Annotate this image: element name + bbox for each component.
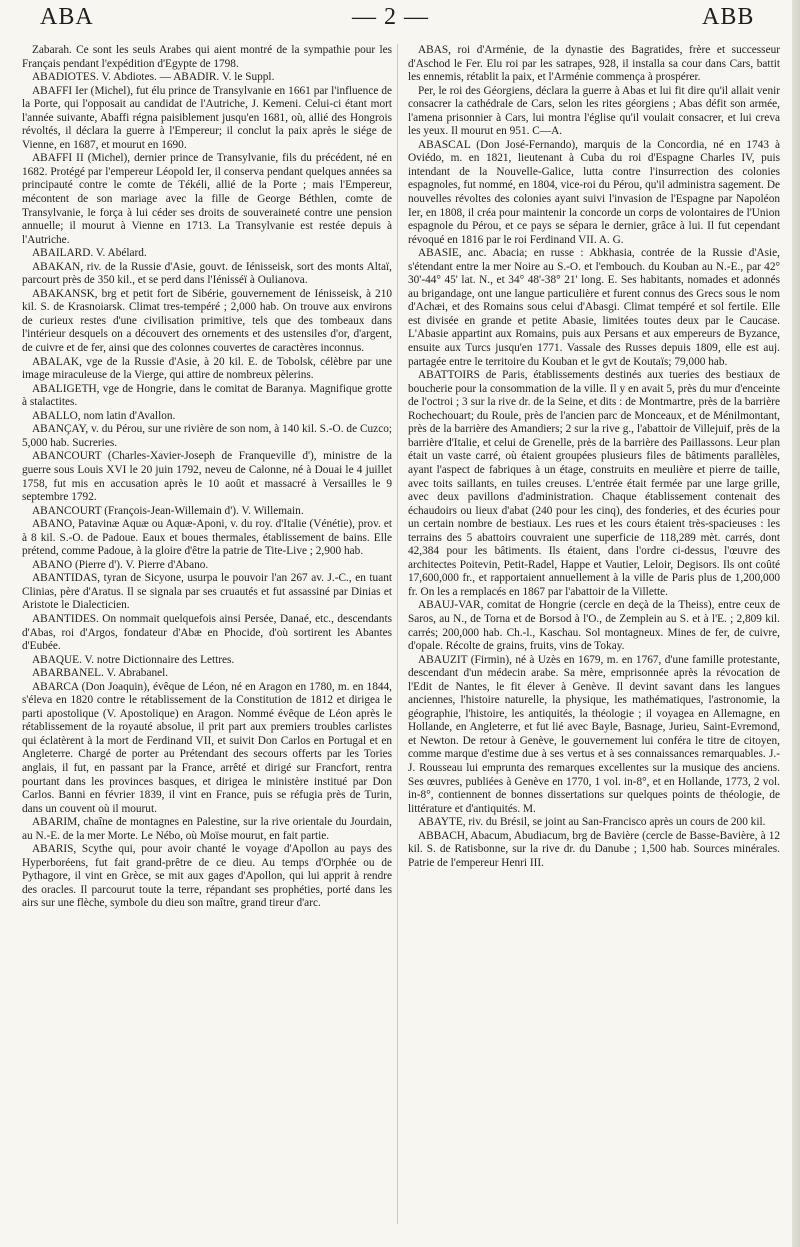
entry: ABAUZIT (Firmin), né à Uzès en 1679, m. en 1767, d'une famille protestante, descendant d'un médecin arabe. Sa mère, emprisonnée après la révocation de l'Edit de Nantes, le fit élever à Genève. Il devint savant dans les langues anciennes, l'histoire naturelle, la physique, les mathématiques, l'astronomie, la géographie, l'histoire, les antiquités, la théologie ; il voyagea en Allemagne, en Hollande, en Angleterre, et fut lié avec Bayle, Basnage, Jurieu, Saint-Evremond, et Newton. De retour à Genève, le gouvernement lui conféra le titre de citoyen, comme marque d'estime due à ses vertus et à ses connaissances remarquables. J.-J. Rousseau lui emprunta des remarques excellentes sur la musique des anciens. Ses œuvres, publiées à Genève en 1770, 1 vol. in-8°, et en Hollande, 1773, 2 vol. in-8°, contiennent de bonnes dissertations sur quelques points de théologie, de littérature et d'antiquités. M. — [408, 653, 780, 815]
page-number: — 2 — — [352, 4, 429, 30]
entry: ABAKANSK, brg et petit fort de Sibérie, gouvernement de Iénisseisk, à 210 kil. S. de Krasnoiarsk. Climat tres-tempéré ; 2,000 hab. On trouve aux environs de curieux restes d'une civilisation primitive, tels que des tombeaux dans l'intérieur desquels on a découvert des ornements et des ustensiles d'or, d'argent, de cuivre et de fer, ainsi que des colonnes couvertes de caractères inconnus. — [22, 287, 392, 355]
entry: ABAKAN, riv. de la Russie d'Asie, gouvt. de Iénisseisk, sort des monts Altaï, parcourt près de 350 kil., et se perd dans l'Iénisséï à Oulianova. — [22, 260, 392, 287]
entry: ABANCOURT (Charles-Xavier-Joseph de Franqueville d'), ministre de la guerre sous Louis XVI le 20 juin 1792, neveu de Calonne, né à Douai le 4 juillet 1758, fut mis en accusation après le 10 août et massacré à Versailles le 9 septembre 1792. — [22, 450, 392, 504]
entry: ABASIE, anc. Abacia; en russe : Abkhasia, contrée de la Russie d'Asie, s'étendant entre la mer Noire au S.-O. et l'embouch. du Kouban au N.-E., par 42° 30'-44° 45' lat. N., et 34° 48'-38° 21' long. E. Ses habitants, nomades et adonnés au brigandage, ont une langue particulière et furent connus des Grecs sous le nom d'Achæi, et des Romains sous celui d'Abasgi. Climat tempéré et sol fertile. Elle est divisée en grande et petite Abasie, limitées toutes deux par le Caucase. L'Abasie appartint aux Romains, puis aux Persans et aux empereurs de Byzance, ensuite aux Turcs jusqu'en 1771. Vassale des Russes depuis 1809, elle est auj. partagée entre le territoire du Kouban et le gvt de Koutaïs; 79,000 hab. — [408, 247, 780, 368]
entry: ABAYTE, riv. du Brésil, se joint au San-Francisco après un cours de 200 kil. — [418, 816, 766, 829]
entry: ABANÇAY, v. du Pérou, sur une rivière de son nom, à 140 kil. S.-O. de Cuzco; 5,000 hab. Sucreries. — [22, 423, 392, 449]
entry: ABANO, Patavinæ Aquæ ou Aquæ-Aponi, v. du roy. d'Italie (Vénétie), prov. et à 8 kil. S.-O. de Padoue. Eaux et boues thermales, établissement de bains. Elle prétend, comme Padoue, à la gloire d'être la patrie de Tite-Live ; 2,900 hab. — [22, 518, 392, 558]
entry: ABATTOIRS de Paris, établissements destinés aux tueries des bestiaux de boucherie pour la consommation de la ville. Il y en avait 5, près du mur d'enceinte de l'octroi ; 3 sur la rive dr. de la Seine, et dits : de Montmartre, près de la barrière Rochechouart; du Roule, près de l'ancien parc de Monceaux, et de Ménilmontant, près de la barrière des Amandiers; 2 sur la rive g., l'abattoir de Villejuif, près de la barrière d'Italie, et celui de Grenelle, près de la barrière des Paillassons. Leur plan était un vaste carré, où étaient groupées plusieurs files de bâtiments parallèles, ayant l'aspect de fabriques à un étage, construits en meulière et pierre de taille, avec toits saillants, en tuiles creuses. L'entrée était fermée par une large grille, avec deux pavillons d'administration. Chaque établissement contenait des échaudoirs ou lieux d'abat (240 pour les cinq), des fonderies, et des écuries pour un certain nombre de bestiaux. Les rues et les cours étaient très-spacieuses : les terrains des 5 abattoirs couvraient une superficie de 118,289 mèt. carrés, dont 42,384 pour les bâtiments. Ils étaient, dans l'ordre ci-dessus, l'œuvre des architectes Poitevin, Petit-Radel, Happe et Vautier, Leloir, Degisors. Ils ont coûté 17,600,000 fr., et rapportaient annuellement à la ville de Paris plus de 1,200,000 fr. On les a remplacés en 1867 par l'abattoir de la Villette. — [408, 369, 780, 598]
entry: ABAQUE. V. notre Dictionnaire des Lettres. — [32, 653, 235, 666]
entry: Per, le roi des Géorgiens, déclara la guerre à Abas et lui fit dire qu'il allait venir consacrer la cathédrale de Cars, selon les rites géorgiens ; Abas défit son armée, l'amena prisonnier à Cars, lui montra l'église qu'il voulait consacrer, et lui creva les yeux. Il mourut en 951. C—A. — [408, 84, 780, 138]
entry: ABAFFI Ier (Michel), fut élu prince de Transylvanie en 1661 par l'influence de la Porte, qui l'opposait au candidat de l'Autriche, J. Kemeni. Celui-ci étant mort l'année suivante, Abaffi régna paisiblement jusqu'en 1681, où, allié des Hongrois révoltés, il déclara la guerre à l'Empereur; il conclut la paix après le siége de Vienne, en 1687, et mourut en 1690. — [22, 84, 392, 151]
entry: ABAUJ-VAR, comitat de Hongrie (cercle en deçà de la Theiss), entre ceux de Saros, au N., de Torna et de Borsod à l'O., de Zemplein au S. et à l'E. ; 2,809 kil. carrés; 200,000 hab. Ch.-l., Kaschau. Sol montagneux. Mines de fer, de cuivre, d'opale. Récolte de grains, fruits, vins de Tokay. — [408, 599, 780, 653]
right-column — [408, 44, 780, 1240]
entry: ABADIOTES. V. Abdiotes. — ABADIR. V. le Suppl. — [32, 71, 275, 84]
entry: ABALLO, nom latin d'Avallon. — [32, 409, 176, 422]
entry: ABANTIDES. On nommait quelquefois ainsi Persée, Danaé, etc., descendants d'Abas, roi d'Argos, fondateur d'Abæ en Phocide, d'où sortirent les Abantes d'Eubée. — [22, 612, 392, 653]
page-edge — [792, 0, 800, 1247]
entry: ABAILARD. V. Abélard. — [32, 247, 147, 260]
header-right-word: ABB — [702, 4, 755, 30]
entry: ABBACH, Abacum, Abudiacum, brg de Bavière (cercle de Basse-Bavière, à 12 kil. S. de Ratisbonne, sur la rive dr. du Danube ; 1,500 hab. Sources minérales. Patrie de l'empereur Henri III. — [408, 829, 780, 869]
page-header — [0, 4, 800, 38]
entry: ABASCAL (Don José-Fernando), marquis de la Concordia, né en 1743 à Oviédo, m. en 1821, lieutenant à Cuba du roi d'Espagne Charles IV, puis intendant de la Nouvelle-Galice, lutta contre l'insurrection des colonies espagnoles, fut nommé, en 1804, vice-roi du Pérou, qu'il administra sagement. De nouvelles révoltes des colonies ayant suivi l'invasion de l'Espagne par Napoléon Ier, en 1808, il créa pour maintenir la concorde un corps de volontaires de l'Union espagnole du Pérou, et ce pays se sépara le dernier, grâce à lui. Il fut cependant révoqué en 1816 par le roi Ferdinand VII. A. G. — [408, 138, 780, 246]
entry: ABARIM, chaîne de montagnes en Palestine, sur la rive orientale du Jourdain, au N.-E. de la mer Morte. Le Nébo, où Moïse mourut, en fait partie. — [22, 816, 392, 842]
column-divider — [397, 44, 398, 1224]
entry: ABAFFI II (Michel), dernier prince de Transylvanie, fils du précédent, né en 1682. Protégé par l'empereur Léopold Ier, il conserva pendant quelques années sa principauté contre le comte de Tékéli, allié de la Porte ; mais l'Empereur, mécontent de son mariage avec la fille de George Béthlen, comte de Transylvanie, le força à lui céder ses droits de souveraineté contre une pension annuelle; il mourut à Vienne en 1713. La Transylvanie est restée depuis à l'Autriche. — [22, 152, 392, 246]
entry: Zabarah. Ce sont les seuls Arabes qui aient montré de la sympathie pour les Français pendant l'expédition d'Egypte de 1798. — [22, 44, 392, 70]
left-column — [22, 44, 392, 1240]
header-left-word: ABA — [40, 4, 94, 30]
entry: ABARCA (Don Joaquin), évêque de Léon, né en Aragon en 1780, m. en 1844, s'éleva en 1820 contre le rétablissement de la Constitution de 1812 et dirigea le parti apostolique (V. Apostolique) en Aragon. Nommé évêque de Léon après le rétablissement de la royauté absolue, il prit part aux premiers troubles carlistes qui éclatèrent à la mort de Ferdinand VII, et suivit Don Carlos en Portugal et en Angleterre. Chargé de porter au Prétendant des secours offerts par les Tories anglais, il fut, en passant par la France, arrêté et dirigé sur Francfort, rentra pourtant dans les provinces basques, et dirigea le ministère institué par Don Carlos. Banni en février 1839, il vint en France, puis se réfugia près de Turin, dans un couvent où il mourut. — [22, 680, 392, 815]
entry: ABALIGETH, vge de Hongrie, dans le comitat de Baranya. Magnifique grotte à stalactites. — [22, 382, 392, 409]
entry: ABAS, roi d'Arménie, de la dynastie des Bagratides, frère et successeur d'Aschod le Fer. Elu roi par les satrapes, 928, il installa sa cour dans Cars, battit les ennemis, rétablit la paix, et l'Arménie commença à prospérer. — [408, 44, 780, 84]
entry: ABANTIDAS, tyran de Sicyone, usurpa le pouvoir l'an 267 av. J.-C., en tuant Clinias, père d'Aratus. Il se signala par ses cruautés et fut assassiné par Dinias et Aristote le Dialecticien. — [22, 572, 392, 612]
entry: ABANCOURT (François-Jean-Willemain d'). V. Willemain. — [32, 504, 304, 517]
entry: ABARBANEL. V. Abrabanel. — [32, 667, 169, 680]
entry: ABALAK, vge de la Russie d'Asie, à 20 kil. E. de Tobolsk, célèbre par une image miraculeuse de la Vierge, qui attire de nombreux pèlerins. — [22, 355, 392, 382]
entry: ABANO (Pierre d'). V. Pierre d'Abano. — [32, 558, 209, 571]
entry: ABARIS, Scythe qui, pour avoir chanté le voyage d'Apollon au pays des Hyperboréens, fut fait grand-prêtre de ce dieu. Au temps d'Orphée ou de Pythagore, il vint en Grèce, se mit aux gages d'Apollon, qui lui apprit à rendre des oracles. Il parcourut toute la terre, répandant ses prophéties, porté dans les airs sur une flèche, symbole du dieu son maître, grand tireur d'arc. — [22, 843, 392, 910]
